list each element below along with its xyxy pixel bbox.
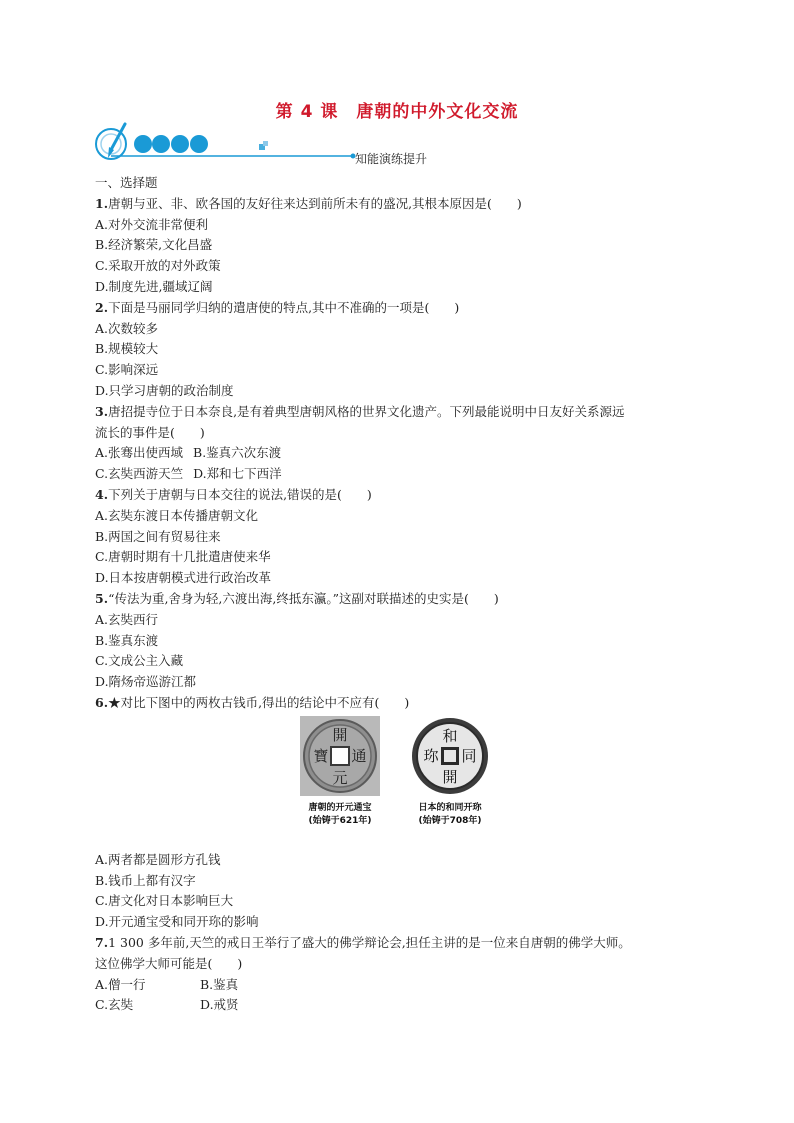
question-7-options-row-2: [95, 995, 705, 1016]
question-number: 6.: [95, 694, 109, 710]
question-6-option-c[interactable]: C.唐文化对日本影响巨大: [95, 893, 234, 909]
question-5-option-b[interactable]: B.鉴真东渡: [95, 632, 159, 648]
question-3-option-b[interactable]: B.鉴真六次东渡: [193, 445, 282, 461]
question-text: “传法为重,舍身为轻,六渡出海,终抵东瀛。”这副对联描述的史实是( ): [108, 590, 499, 606]
question-4-option-c[interactable]: C.唐朝时期有十几批遣唐使来华: [95, 549, 271, 565]
kaiyuan-coin-caption: [285, 802, 395, 828]
coin-char: 開: [442, 767, 458, 786]
question-3-stem: [95, 402, 705, 423]
lesson-title: 第 4 课 唐朝的中外文化交流: [275, 102, 519, 122]
question-text: 下面是马丽同学归纳的遣唐使的特点,其中不准确的一项是( ): [108, 299, 460, 315]
paintbrush-icon: [96, 124, 126, 159]
question-number: 4.: [95, 486, 109, 502]
coin-char: 通: [351, 746, 367, 765]
question-5-stem: [95, 589, 705, 610]
question-1-option-d[interactable]: D.制度先进,疆域辽阔: [95, 278, 213, 294]
question-number: 3.: [95, 403, 109, 419]
kaiyuan-coin-image: [300, 716, 380, 796]
coin-char: 寶: [313, 746, 329, 765]
kaiyuan-coin-figure: [285, 716, 395, 828]
question-7-option-c[interactable]: C.玄奘: [95, 997, 134, 1013]
question-4-option-b[interactable]: B.两国之间有贸易往来: [95, 528, 221, 544]
question-6-option-d[interactable]: D.开元通宝受和同开珎的影响: [95, 914, 259, 930]
question-1-option-c[interactable]: C.采取开放的对外政策: [95, 258, 221, 274]
question-5-option-a[interactable]: A.玄奘西行: [95, 611, 159, 627]
question-7-option-d[interactable]: D.戒贤: [200, 997, 239, 1013]
question-7-options-row-1: [95, 975, 705, 996]
coin-char: 和: [442, 726, 458, 745]
wadokaichin-coin-image: [410, 716, 490, 796]
wadokaichin-coin-caption: [395, 802, 505, 828]
wadokaichin-coin-figure: [395, 716, 505, 828]
question-1-option-a[interactable]: A.对外交流非常便利: [95, 216, 209, 232]
coin-char: 元: [332, 768, 348, 787]
question-5-option-c[interactable]: C.文成公主入藏: [95, 653, 184, 669]
coin-figure: [95, 714, 705, 850]
question-list: [95, 173, 705, 1016]
banner-dots: [134, 135, 208, 153]
question-3-option-a[interactable]: A.张骞出使西域: [95, 445, 184, 461]
part-heading: 一、选择题: [95, 175, 158, 190]
question-number: 2.: [95, 299, 109, 315]
question-2-stem: [95, 298, 705, 319]
question-2-option-b[interactable]: B.规模较大: [95, 341, 159, 357]
section-label: 知能演练提升: [355, 152, 428, 166]
question-number: 1.: [95, 195, 109, 211]
question-text: ★对比下图中的两枚古钱币,得出的结论中不应有( ): [108, 694, 410, 710]
question-1-option-b[interactable]: B.经济繁荣,文化昌盛: [95, 237, 213, 253]
question-number: 7.: [95, 934, 109, 950]
coin-char: 開: [332, 725, 348, 744]
question-6-option-b[interactable]: B.钱币上都有汉字: [95, 872, 196, 888]
question-text: 唐朝与亚、非、欧各国的友好往来达到前所未有的盛况,其根本原因是( ): [108, 195, 522, 211]
question-7-option-a[interactable]: A.僧一行: [95, 976, 146, 992]
question-1-stem: [95, 194, 705, 215]
coin-caption-line: (始铸于621年): [308, 815, 372, 826]
question-4-option-a[interactable]: A.玄奘东渡日本传播唐朝文化: [95, 507, 259, 523]
question-2-option-c[interactable]: C.影响深远: [95, 362, 159, 378]
question-text: 下列关于唐朝与日本交往的说法,错误的是( ): [108, 486, 372, 502]
question-7-stem: [95, 933, 705, 954]
question-7-option-b[interactable]: B.鉴真: [200, 976, 239, 992]
question-3-option-d[interactable]: D.郑和七下西洋: [193, 466, 282, 482]
question-5-option-d[interactable]: D.隋炀帝巡游江都: [95, 674, 197, 690]
question-7-stem-continued: 这位佛学大师可能是( ): [95, 955, 243, 971]
question-text: 唐招提寺位于日本奈良,是有着典型唐朝风格的世界文化遗产。下列最能说明中日友好关系源远: [108, 403, 625, 419]
coin-caption-line: 日本的和同开珎: [418, 802, 482, 813]
question-6-stem: [95, 693, 705, 714]
coin-char: 珎: [423, 746, 439, 765]
question-number: 5.: [95, 590, 109, 606]
coin-caption-line: (始铸于708年): [418, 815, 482, 826]
question-4-stem: [95, 485, 705, 506]
coin-char: 同: [461, 746, 477, 765]
question-4-option-d[interactable]: D.日本按唐朝模式进行政治改革: [95, 570, 272, 586]
question-6-option-a[interactable]: A.两者都是圆形方孔钱: [95, 851, 221, 867]
question-3-options-row-1: [95, 443, 705, 464]
question-3-stem-continued: 流长的事件是( ): [95, 424, 205, 440]
question-text: 1 300 多年前,天竺的戒日王举行了盛大的佛学辩论会,担任主讲的是一位来自唐朝的佛学大师。: [108, 934, 631, 950]
question-3-option-c[interactable]: C.玄奘西游天竺: [95, 466, 184, 482]
question-2-option-a[interactable]: A.次数较多: [95, 320, 159, 336]
question-3-options-row-2: [95, 464, 705, 485]
coin-caption-line: 唐朝的开元通宝: [308, 802, 372, 813]
question-2-option-d[interactable]: D.只学习唐朝的政治制度: [95, 382, 234, 398]
